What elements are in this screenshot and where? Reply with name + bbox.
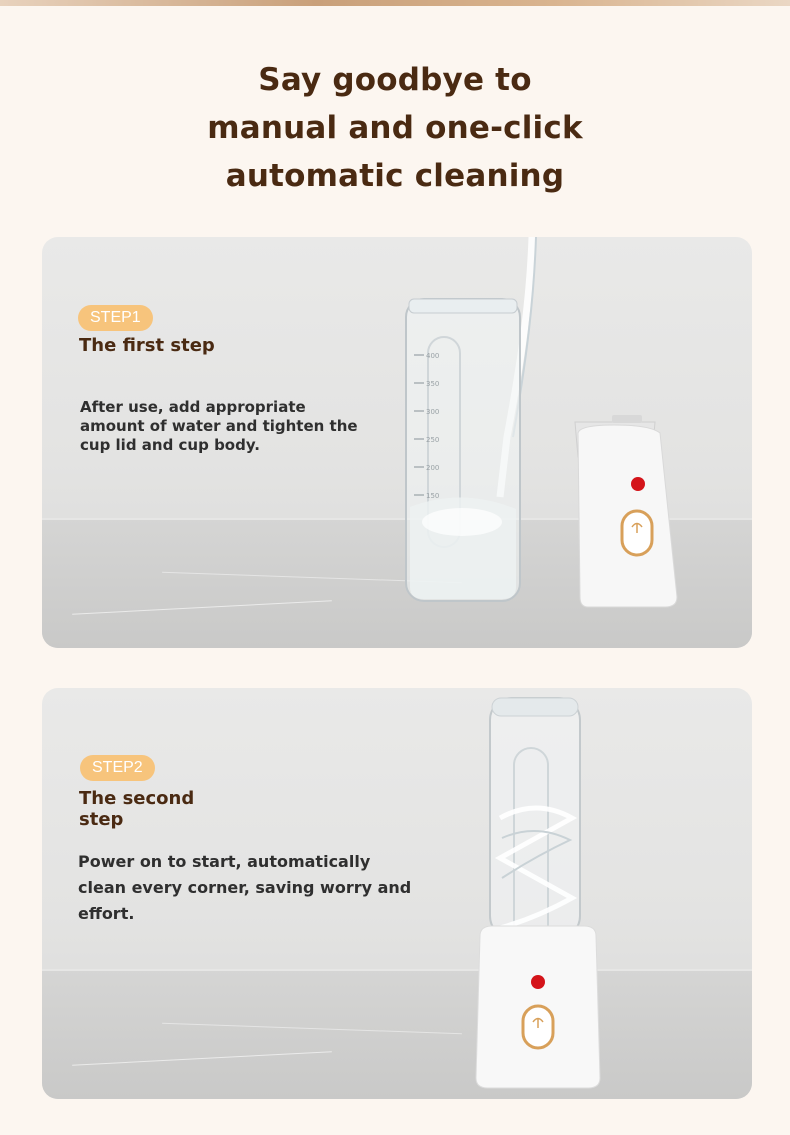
step-1-card (42, 237, 752, 648)
step-2-title: The second step (79, 788, 195, 830)
headline-line-3: automatic cleaning (225, 158, 565, 194)
step-2-description: Power on to start, automatically clean every corner, saving worry and effort. (78, 852, 412, 923)
step-1-badge: STEP1 (78, 305, 153, 331)
cup-scale-mark: 250 (426, 436, 440, 444)
step-1-product-image (382, 237, 742, 648)
top-banner-strip (0, 0, 790, 6)
step-2-product-image (472, 688, 672, 1099)
cup-scale-mark: 150 (426, 492, 440, 500)
page-headline (0, 56, 790, 200)
step-1-description: After use, add appropriate amount of water and tighten the cup lid and cup body. (80, 398, 358, 454)
step-2-badge: STEP2 (80, 755, 155, 781)
cup-scale-mark: 350 (426, 380, 440, 388)
power-indicator-light (531, 975, 545, 989)
headline-line-2: manual and one-click (207, 110, 583, 146)
headline-line-1: Say goodbye to (258, 62, 532, 98)
step-2-card (42, 688, 752, 1099)
power-indicator-light (631, 477, 645, 491)
step-1-title: The first step (79, 335, 215, 356)
cup-scale-mark: 400 (426, 352, 440, 360)
cup-scale-mark: 200 (426, 464, 440, 472)
cup-scale-mark: 300 (426, 408, 440, 416)
